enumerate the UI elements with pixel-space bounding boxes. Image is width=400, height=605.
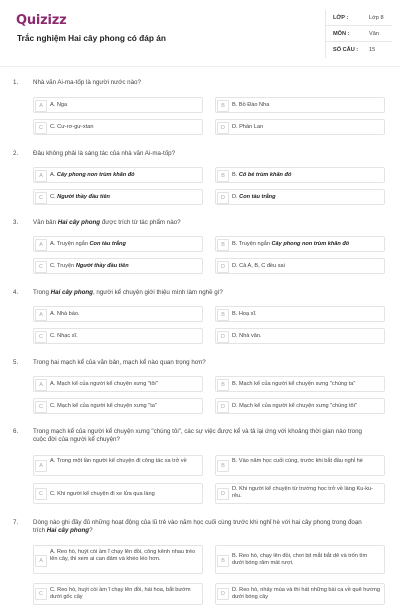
option-c[interactable] (33, 483, 203, 504)
option-letter: D (217, 401, 229, 413)
meta-key: MÔN : (333, 31, 350, 37)
question-emphasis: Hai cây phong (50, 289, 93, 296)
question-number: 3. (13, 219, 19, 226)
option-text: A. Trong một lần người kể chuyện đi công tác xa trở về (50, 458, 187, 464)
option-letter: A (35, 555, 47, 567)
option-a[interactable] (33, 455, 203, 476)
option-text (232, 241, 380, 248)
option-text (232, 172, 380, 179)
question-emphasis: Hai cây phong (57, 219, 101, 226)
meta-key: SỐ CÂU : (333, 47, 359, 53)
option-text: A. Reo hò, huýt còi ầm ĩ chạy lên đồi, công kênh nhau trèo lên cây, thi xem ai can đảm và khéo léo hơn. (50, 549, 196, 563)
header-divider (0, 66, 400, 67)
option-prefix: C. (50, 194, 58, 200)
option-c[interactable] (33, 258, 203, 274)
option-letter: C (35, 261, 47, 273)
option-b[interactable] (215, 167, 385, 183)
option-a[interactable] (33, 545, 203, 574)
option-b[interactable] (215, 455, 385, 476)
option-d[interactable] (215, 119, 385, 135)
option-letter: B (217, 239, 229, 251)
meta-row-subject (326, 26, 392, 42)
meta-table (325, 10, 392, 58)
header (0, 0, 400, 72)
option-text: D. Khi người kể chuyện từ trường học trở về làng Ku-ku-rêu. (232, 486, 374, 500)
option-letter: D (217, 331, 229, 343)
option-prefix: A. (50, 172, 57, 178)
option-text: B. Bồ Đào Nha (232, 102, 270, 108)
option-letter: C (35, 488, 47, 500)
option-text: B. Mạch kể của người kể chuyện xưng "chúng ta" (232, 381, 356, 387)
option-b[interactable] (215, 236, 385, 252)
option-text: D. Phần Lan (232, 124, 264, 130)
option-letter: B (217, 170, 229, 182)
option-text: B. Reo hò, chạy lên đồi, chơi bịt mắt bắt dê và trốn tìm dưới bóng râm mát rượi. (232, 553, 368, 567)
question-number: 5. (13, 359, 19, 366)
question-text (33, 219, 363, 227)
option-c[interactable] (33, 583, 203, 605)
option-prefix: B. (232, 172, 239, 178)
question-text: Trong hai mạch kể của văn bản, mạch kể nào quan trọng hơn? (33, 359, 206, 366)
meta-value: Lớp 8 (369, 15, 384, 21)
option-text: C. Mạch kể của người kể chuyện xưng "ta" (50, 403, 157, 409)
option-c[interactable] (33, 119, 203, 135)
page-title: Trắc nghiệm Hai cây phong có đáp án (17, 33, 166, 43)
option-letter: B (217, 460, 229, 472)
question-suffix: ? (89, 527, 93, 535)
option-b[interactable] (215, 97, 385, 113)
option-letter: C (35, 192, 47, 204)
option-b[interactable] (215, 306, 385, 322)
option-emphasis: Con tàu trắng (89, 241, 126, 247)
question-text (33, 289, 363, 297)
option-text (50, 263, 198, 270)
question-number: 1. (13, 79, 19, 86)
option-d[interactable] (215, 328, 385, 344)
option-letter: B (217, 100, 229, 112)
option-prefix: B. Truyện ngắn (232, 241, 272, 247)
question-text: Nhà văn Ai-ma-tốp là người nước nào? (33, 79, 141, 86)
option-emphasis: Cây phong non trùm khăn đỏ (271, 241, 350, 247)
option-text (50, 172, 198, 179)
option-d[interactable] (215, 258, 385, 274)
option-emphasis: Cây phong non trùm khăn đỏ (56, 172, 135, 178)
option-prefix: C. Truyện (50, 263, 76, 269)
option-letter: D (217, 192, 229, 204)
option-a[interactable] (33, 236, 203, 252)
option-letter: B (217, 309, 229, 321)
meta-key: LỚP : (333, 15, 349, 21)
question-number: 4. (13, 289, 19, 296)
option-letter: C (35, 122, 47, 134)
option-emphasis: Cô bé trùm khăn đỏ (238, 172, 292, 178)
option-b[interactable] (215, 545, 385, 574)
option-emphasis: Người thầy đầu tiên (75, 263, 129, 269)
option-c[interactable] (33, 328, 203, 344)
option-letter: B (217, 555, 229, 567)
option-text: D. Nhà văn. (232, 333, 262, 339)
question-number: 2. (13, 150, 19, 157)
option-letter: C (35, 401, 47, 413)
option-text (50, 194, 198, 201)
question-suffix: được trích từ tác phẩm nào? (100, 219, 181, 226)
option-text: C. Reo hò, huýt còi ầm ĩ chạy lên đồi, hái hoa, bắt bướm dưới gốc cây (50, 587, 191, 601)
meta-row-grade (326, 10, 392, 26)
option-letter: A (35, 100, 47, 112)
option-letter: D (217, 588, 229, 600)
option-letter: B (217, 379, 229, 391)
option-text: A. Nga (50, 102, 68, 108)
option-text (232, 194, 380, 201)
question-prefix: Dòng nào ghi đầy đủ những hoạt động của lũ trẻ vào năm học cuối cùng trước khi nghỉ hè với hai cây phong trong đoạn trích (33, 519, 362, 535)
meta-row-count (326, 42, 392, 58)
option-text: C. Nhạc sĩ. (50, 333, 78, 339)
question-suffix: , người kể chuyện giới thiệu mình làm nghề gì? (92, 289, 223, 296)
question-number: 6. (13, 428, 19, 435)
option-text: B. Vào năm học cuối cùng, trước khi bắt đầu nghỉ hè (232, 458, 363, 464)
question-prefix: Trong (33, 289, 51, 296)
option-text: D. Reo hò, nhảy múa và thi hát những bài ca về quê hương dưới bóng cây (232, 587, 380, 601)
option-d[interactable] (215, 398, 385, 414)
option-letter: D (217, 261, 229, 273)
option-a[interactable] (33, 376, 203, 392)
option-text: C. Cư-rơ-gư-xtan (50, 124, 94, 130)
option-letter: C (35, 331, 47, 343)
option-text: A. Nhà báo. (50, 311, 80, 317)
question-prefix: Văn bản (33, 219, 58, 226)
option-letter: D (217, 122, 229, 134)
option-text: C. Khi người kể chuyện đi xe lửa qua làng (50, 491, 155, 497)
option-d[interactable] (215, 189, 385, 205)
option-letter: A (35, 460, 47, 472)
option-a[interactable] (33, 306, 203, 322)
option-letter: C (35, 588, 47, 600)
option-d[interactable] (215, 483, 385, 504)
option-a[interactable] (33, 97, 203, 113)
brand-logo[interactable]: Quizizz (16, 13, 67, 28)
meta-value: Văn (369, 31, 379, 37)
option-c[interactable] (33, 189, 203, 205)
option-text: D. Cả A, B, C đều sai (232, 263, 285, 269)
option-emphasis: Con tàu trắng (239, 194, 276, 200)
option-letter: D (217, 488, 229, 500)
option-letter: A (35, 379, 47, 391)
question-text: Trong mạch kể của người kể chuyện xưng "chúng tôi", các sự việc được kể và tả lại ứng với khoảng thời gian nào trong cuộc đời của người kể chuyện? (33, 428, 362, 444)
option-letter: A (35, 170, 47, 182)
option-emphasis: Người thầy đầu tiên (57, 194, 110, 200)
question-emphasis: Hai cây phong (46, 527, 90, 535)
option-prefix: A. Truyện ngắn (50, 241, 90, 247)
option-letter: A (35, 239, 47, 251)
option-a[interactable] (33, 167, 203, 183)
option-text (50, 241, 198, 248)
meta-value: 15 (369, 47, 376, 53)
option-text: D. Mạch kể của người kể chuyện xưng "chúng tôi" (232, 403, 357, 409)
question-text (33, 519, 363, 536)
option-prefix: D. (232, 194, 240, 200)
option-letter: A (35, 309, 47, 321)
question-text: Đâu không phải là sáng tác của nhà văn Ai-ma-tốp? (33, 150, 176, 157)
option-text: B. Hoạ sĩ. (232, 311, 257, 317)
option-d[interactable] (215, 583, 385, 605)
option-text: A. Mạch kể của người kể chuyện xưng "tôi" (50, 381, 158, 387)
option-b[interactable] (215, 376, 385, 392)
option-c[interactable] (33, 398, 203, 414)
question-number: 7. (13, 519, 19, 526)
